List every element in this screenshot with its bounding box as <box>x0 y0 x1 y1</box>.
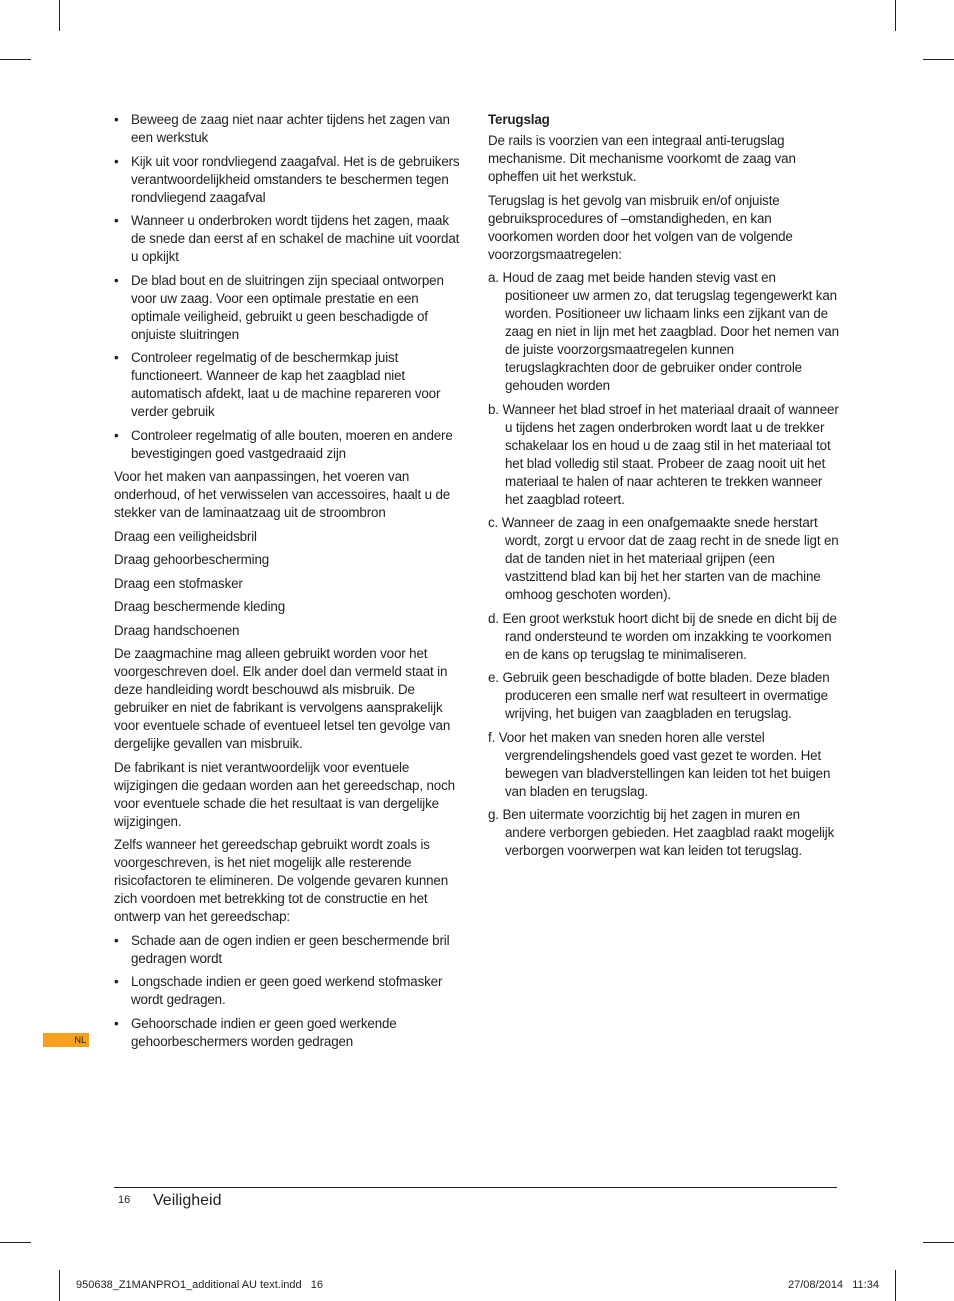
item-text: Voor het maken van sneden horen alle verstel vergrendelingshendels goed vast gezet te worden. Het bewegen van bladverstellingen kan leiden tot het buigen van bladen en terugslag. <box>498 729 831 799</box>
item-text: Gebruik geen beschadigde of botte bladen. Deze bladen produceren een smalle nerf wat resulteert in overmatige wrijving, het buigen van zaagbladen en terugslag. <box>502 670 830 721</box>
paragraph-hearing-protection: Draag gehoorbescherming <box>114 552 270 567</box>
list-item: • Wanneer u onderbroken wordt tijdens het zagen, maak de snede dan eerst af en schakel de machine uit voordat u opkijkt <box>114 212 466 266</box>
footer-section-title: Veiligheid <box>153 1192 222 1209</box>
list-item: • Longschade indien er geen goed werkend stofmasker wordt gedragen. <box>114 973 466 1009</box>
item-letter: d. <box>488 610 499 626</box>
list-item: • Gehoorschade indien er geen goed werkende gehoorbeschermers worden gedragen <box>114 1015 466 1051</box>
list-item: • Controleer regelmatig of alle bouten, moeren en andere bevestigingen goed vastgedraaid zijn <box>114 427 466 463</box>
crop-mark-top-right-vertical <box>895 0 896 31</box>
item-text: Wanneer het blad stroef in het materiaal draait of wanneer u tijdens het zagen onderbroken wordt laat u de trekker schakelaar los en houd u de zaag stil in het materiaal tot het blad volledig stil staat. Probeer de zaag nooit uit het materiaal te halen of naar achteren te trekken wanneer het zaagblad roteert. <box>502 401 839 507</box>
print-slug-datetime: 27/08/2014 11:34 <box>788 1279 879 1291</box>
crop-mark-top-right-horizontal <box>923 59 954 60</box>
item-letter: b. <box>488 401 499 417</box>
lettered-item-e <box>488 669 840 723</box>
crop-mark-top-left-horizontal <box>0 59 31 60</box>
right-column <box>488 111 840 866</box>
crop-mark-bottom-right-vertical <box>895 1270 896 1301</box>
item-letter: e. <box>488 670 499 685</box>
list-item: • Kijk uit voor rondvliegend zaagafval. Het is de gebruikers verantwoordelijkheid omstanders te beschermen tegen rondvliegend zaagafval <box>114 153 466 207</box>
print-slug-filename: 950638_Z1MANPRO1_additional AU text.indd 16 <box>76 1279 324 1291</box>
list-item: • Schade aan de ogen indien er geen beschermende bril gedragen wordt <box>114 932 466 968</box>
lettered-item-d <box>488 610 840 664</box>
paragraph-manufacturer-liability: De fabrikant is niet verantwoordelijk voor eventuele wijzigingen die gedaan worden aan het gereedschap, noch voor eventuele schade die het resultaat is van dergelijke wijzigingen. <box>114 759 455 829</box>
list-item: • Controleer regelmatig of de beschermkap juist functioneert. Wanneer de kap het zaagblad niet automatisch afdekt, laat u de machine repareren voor verder gebruik <box>114 349 466 421</box>
list-item: • Beweeg de zaag niet naar achter tijdens het zagen van een werkstuk <box>114 111 466 147</box>
item-letter: f. <box>488 729 496 745</box>
item-letter: g. <box>488 807 499 822</box>
crop-mark-bottom-left-horizontal <box>0 1242 31 1243</box>
item-letter: a. <box>488 270 499 285</box>
paragraph-kickback-cause: Terugslag is het gevolg van misbruik en/of onjuiste gebruiksprocedures of –omstandigheden, en kan voorkomen worden door het volgen van de volgende voorzorgsmaatregelen: <box>488 192 793 262</box>
item-text: Ben uitermate voorzichtig bij het zagen in muren en andere verborgen gebieden. Het zaagblad raakt mogelijk verborgen voorwerpen wat kan leiden tot terugslag. <box>502 807 835 858</box>
paragraph-maintenance: Voor het maken van aanpassingen, het voeren van onderhoud, of het verwisselen van accessoires, haalt u de stekker van de laminaatzaag uit de stroombron <box>114 469 451 520</box>
hazard-bullet-list <box>114 932 466 1051</box>
list-item: • De blad bout en de sluitringen zijn speciaal ontworpen voor uw zaag. Voor een optimale prestatie en een optimale veiligheid, gebruikt u geen beschadigde of onjuiste sluitringen <box>114 272 466 344</box>
paragraph-gloves: Draag handschoenen <box>114 622 240 638</box>
paragraph-dust-mask: Draag een stofmasker <box>114 575 243 591</box>
paragraph-protective-clothing: Draag beschermende kleding <box>114 599 286 614</box>
paragraph-kickback-intro: De rails is voorzien van een integraal anti-terugslag mechanisme. Dit mechanisme voorkomt de zaag van opheffen uit het werkstuk. <box>488 133 796 184</box>
footer-divider <box>114 1187 837 1188</box>
crop-mark-top-left-vertical <box>59 0 60 31</box>
safety-bullet-list-top <box>114 111 466 463</box>
lettered-item-f <box>488 729 840 801</box>
left-column <box>114 111 466 1056</box>
lettered-item-c <box>488 514 840 604</box>
paragraph-residual-risks: Zelfs wanneer het gereedschap gebruikt wordt zoals is voorgeschreven, is het niet mogelijk alle resterende risicofactoren te elimineren. De volgende gevaren kunnen zich voordoen met betrekking tot de constructie en het ontwerp van het gereedschap: <box>114 837 449 924</box>
lettered-item-g <box>488 806 840 860</box>
lettered-item-a <box>488 269 840 395</box>
crop-mark-bottom-right-horizontal <box>923 1242 954 1243</box>
section-heading-kickback: Terugslag <box>488 112 550 127</box>
language-tab: NL <box>43 1033 89 1047</box>
item-text: Houd de zaag met beide handen stevig vast en positioneer uw armen zo, dat terugslag tegengewerkt kan worden. Positioneer uw lichaam links een zijkant van de zaag en niet in lijn met het zaagblad. Door het nemen van de juiste voorzorgsmaatregelen kunnen terugslagkrachten door de gebruiker onder controle gehouden worden <box>502 270 839 393</box>
item-text: Wanneer de zaag in een onafgemaakte snede herstart wordt, zorgt u ervoor dat de zaag recht in de snede ligt en dat de tanden niet in het materiaal grijpen (een vastzittend blad kan bij het her starten van de machine omhoog geschoten worden). <box>501 515 839 602</box>
item-letter: c. <box>488 515 499 530</box>
item-text: Een groot werkstuk hoort dicht bij de snede en dicht bij de rand ondersteund te worden om inzakking te voorkomen en de kans op terugslag te minimaliseren. <box>502 610 837 662</box>
paragraph-intended-use: De zaagmachine mag alleen gebruikt worden voor het voorgeschreven doel. Elk ander doel dan vermeld staat in deze handleiding wordt beschouwd als misbruik. De gebruiker en niet de fabrikant is vervolgens aansprakelijk voor eventuele schade of eventueel letsel ten gevolge van dergelijke gevallen van misbruik. <box>114 646 451 751</box>
lettered-item-b <box>488 401 840 509</box>
crop-mark-bottom-left-vertical <box>59 1270 60 1301</box>
page-number: 16 <box>118 1194 131 1206</box>
paragraph-safety-glasses: Draag een veiligheidsbril <box>114 528 257 544</box>
